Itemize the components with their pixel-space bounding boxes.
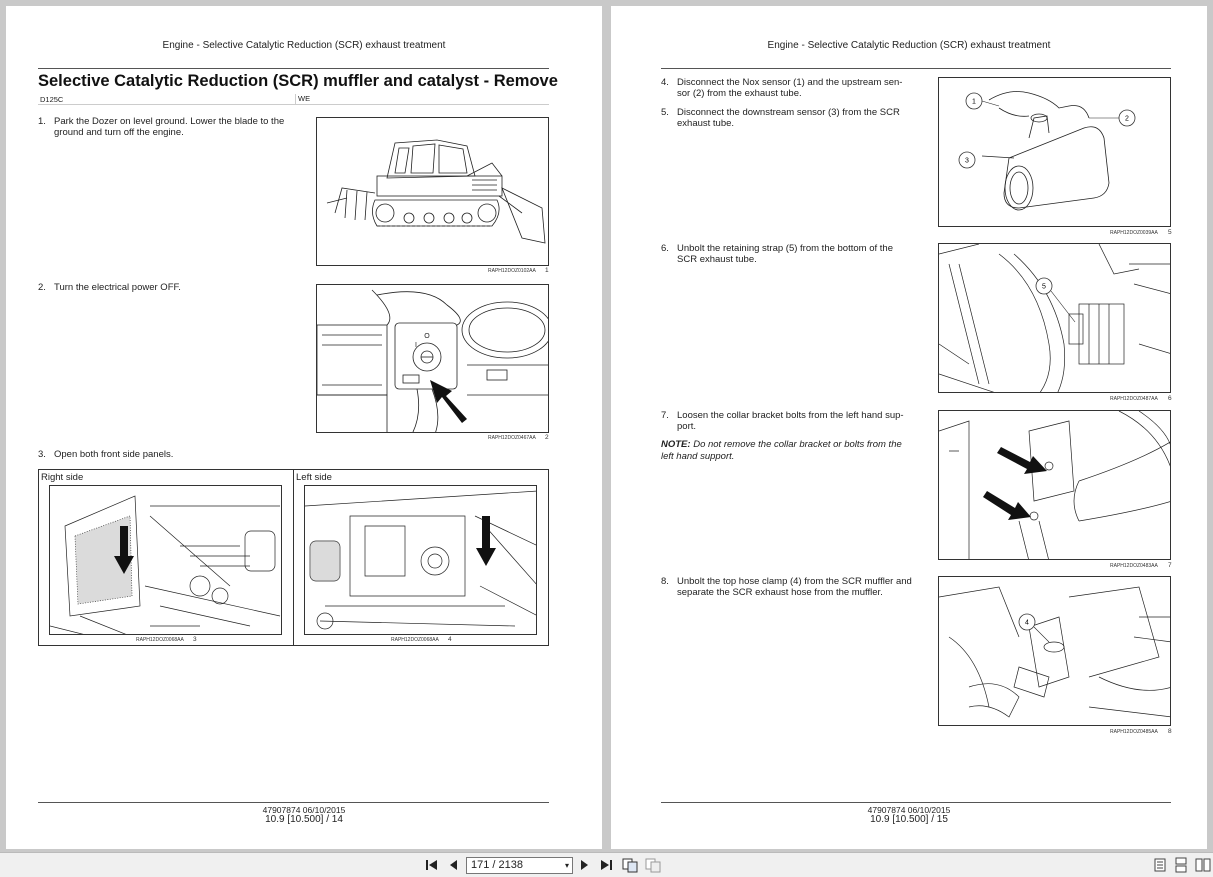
page-title: Selective Catalytic Reduction (SCR) muffler and catalyst - Remove <box>38 72 558 90</box>
figure-key-switch <box>316 284 549 433</box>
svg-text:2: 2 <box>1125 115 1129 123</box>
figure-number: 5 <box>1168 229 1172 236</box>
note-line-1: Do not remove the collar bracket or bolts from the <box>693 439 902 450</box>
figure-dozer <box>316 117 549 266</box>
page-number-value: 171 / 2138 <box>471 859 523 871</box>
page-number-select[interactable] <box>466 857 573 874</box>
single-page-view-icon[interactable] <box>1153 857 1167 873</box>
figure-number: 1 <box>545 267 549 274</box>
figure-number: 7 <box>1168 562 1172 569</box>
footer-doc-id: 47907874 06/10/2015 <box>262 805 346 815</box>
right-side-cell <box>39 470 294 645</box>
svg-text:1: 1 <box>972 98 976 106</box>
figure-number: 3 <box>193 636 197 643</box>
note-label: NOTE: <box>661 439 691 450</box>
model-row <box>38 94 549 105</box>
copy-page-icon[interactable] <box>621 857 639 873</box>
continuous-view-icon[interactable] <box>1174 857 1188 873</box>
footer-page-number: 10.9 [10.500] / 15 <box>870 814 948 825</box>
note-line-2: left hand support. <box>661 450 735 462</box>
chevron-down-icon: ▾ <box>564 861 569 870</box>
svg-text:O: O <box>424 333 430 340</box>
figure-right-side-panel <box>49 485 282 635</box>
first-page-icon[interactable] <box>424 857 440 873</box>
footer-page-number: 10.9 [10.500] / 14 <box>265 814 343 825</box>
figure-code: RAPH12DOZ0483AA <box>1110 563 1158 569</box>
figure-code: RAPH12DOZ0039AA <box>1110 230 1158 236</box>
figure-code: RAPH12DOZ0068AA <box>136 637 184 643</box>
footer-doc-id: 47907874 06/10/2015 <box>867 805 951 815</box>
figure-retaining-strap <box>938 243 1171 393</box>
figure-number: 6 <box>1168 395 1172 402</box>
next-page-icon[interactable] <box>578 857 592 873</box>
left-side-cell <box>294 470 548 645</box>
last-page-icon[interactable] <box>598 857 614 873</box>
header-rule <box>661 68 1171 69</box>
page-header: Engine - Selective Catalytic Reduction (SCR) exhaust treatment <box>767 40 1051 51</box>
copy-page-icon-2[interactable] <box>644 857 662 873</box>
page-header: Engine - Selective Catalytic Reduction (SCR) exhaust treatment <box>162 40 446 51</box>
right-side-label: Right side <box>41 472 84 483</box>
page-footer <box>6 805 602 825</box>
footer-rule <box>661 802 1171 803</box>
figure-number: 4 <box>448 636 452 643</box>
figure-code: RAPH12DOZ0485AA <box>1110 729 1158 735</box>
side-panels-table <box>38 469 549 646</box>
model-label: D125C <box>40 95 64 104</box>
title-rule <box>38 68 549 69</box>
prev-page-icon[interactable] <box>446 857 460 873</box>
left-side-label: Left side <box>296 472 332 483</box>
navigation-toolbar <box>0 852 1213 877</box>
svg-text:4: 4 <box>1025 619 1029 627</box>
figure-code: RAPH12DOZ0487AA <box>1110 396 1158 402</box>
figure-collar-bracket <box>938 410 1171 560</box>
footer-rule <box>38 802 549 803</box>
figure-left-side-panel <box>304 485 537 635</box>
region-label: WE <box>295 94 310 105</box>
svg-text:I: I <box>415 342 417 349</box>
svg-text:5: 5 <box>1042 283 1046 291</box>
figure-code: RAPH12DOZ0467AA <box>488 435 536 441</box>
figure-number: 2 <box>545 434 549 441</box>
svg-text:3: 3 <box>965 157 969 165</box>
figure-scr-sensors <box>938 77 1171 227</box>
note <box>661 439 921 462</box>
figure-code: RAPH12DOZ0102AA <box>488 268 536 274</box>
figure-code: RAPH12DOZ0068AA <box>391 637 439 643</box>
page-footer <box>611 805 1207 825</box>
two-page-view-icon[interactable] <box>1195 857 1211 873</box>
figure-hose-clamp <box>938 576 1171 726</box>
figure-number: 8 <box>1168 728 1172 735</box>
page-right: Engine - Selective Catalytic Reduction (SCR) exhaust treatment 4. Disconnect the Nox sensor (1) and the upstream sen- sor (2) from the exhaust tube. 5. Disconnect the downstream sensor (3) from the SCR exhaust tube. 1 2 3 RAPH12DOZ0039AA 5 6. Unbolt the retaining strap (5) from the bottom of the SCR exhaust tube. 5 RAPH12DOZ0487AA 6 7. Loosen the collar bracket bolts from the left hand sup- port. NOTE: Do not remove the collar bracket or bolts from the left hand support. RAPH12DOZ0483AA 7 8. Unbolt the top hose clamp (4) from the SCR muffler and separate the SCR exhaust hose from the muffler. 4 RAPH12DOZ0485AA 8 47907874 06/10/2015 10.9 [10.500] / 15 <box>611 6 1207 849</box>
page-left: Engine - Selective Catalytic Reduction (SCR) exhaust treatment Selective Catalytic Reduction (SCR) muffler and catalyst - Remove D125C WE 1. Park the Dozer on level ground. Lower the blade to the ground and turn off the engine. RAPH12DOZ0102AA 1 2. Turn the electrical power OFF. O I RAPH12DOZ0467AA 2 3. Open both front side panels. Right side RAPH12DOZ0068AA 3 Left side RAPH12DOZ0068AA 4 47907874 06/10/2015 10.9 [10.500] / 14 <box>6 6 602 849</box>
